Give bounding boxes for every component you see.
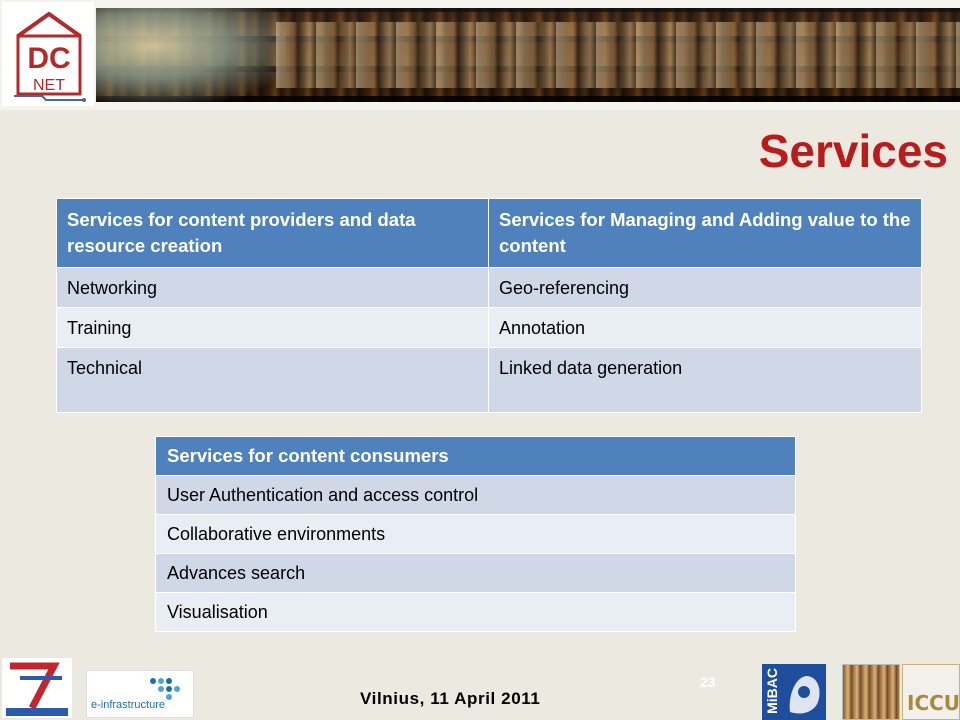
table-cell: Annotation: [489, 308, 922, 348]
consumers-table: [155, 436, 796, 632]
table-cell: Visualisation: [156, 593, 796, 632]
iccu-logo: [902, 664, 960, 720]
mibac-label: MiBAC: [764, 668, 780, 714]
table-row: [156, 554, 796, 593]
header-photo-strip: [96, 8, 960, 102]
mibac-logo: [762, 664, 826, 720]
table-row: [57, 268, 922, 308]
dcnet-logo-icon: [12, 8, 86, 102]
table-cell: Advances search: [156, 554, 796, 593]
fp7-icon: [2, 658, 72, 718]
table-row: [156, 515, 796, 554]
slide-title: Services: [758, 125, 948, 177]
dots-icon: [147, 675, 187, 701]
table-row: [156, 476, 796, 515]
svg-text:NET: NET: [33, 77, 65, 94]
footer-location-date: Vilnius, 11 April 2011: [360, 689, 541, 708]
table-cell: User Authentication and access control: [156, 476, 796, 515]
page-number: 23: [700, 674, 716, 690]
table-cell: Linked data generation: [489, 348, 922, 413]
providers-header-2: Services for Managing and Adding value to the content: [489, 199, 922, 268]
e-infrastructure-label: e-infrastructure: [91, 699, 165, 711]
consumers-header: Services for content consumers: [156, 437, 796, 476]
svg-text:DC: DC: [27, 42, 71, 75]
table-cell: Training: [57, 308, 489, 348]
iccu-label: ICCU: [907, 691, 960, 715]
table-cell: Networking: [57, 268, 489, 308]
fp7-logo: [2, 658, 72, 718]
table-cell: Technical: [57, 348, 489, 413]
emblem-icon: [784, 668, 824, 718]
table-row: [57, 308, 922, 348]
e-infrastructure-logo: [86, 670, 194, 718]
building-photo-logo: [842, 664, 900, 720]
table-row: [156, 593, 796, 632]
table-row: [57, 348, 922, 413]
providers-table: [56, 198, 922, 413]
table-cell: Geo-referencing: [489, 268, 922, 308]
dcnet-logo: [2, 2, 94, 106]
providers-header-1: Services for content providers and data resource creation: [57, 199, 489, 268]
table-cell: Collaborative environments: [156, 515, 796, 554]
header-band: [0, 0, 960, 110]
